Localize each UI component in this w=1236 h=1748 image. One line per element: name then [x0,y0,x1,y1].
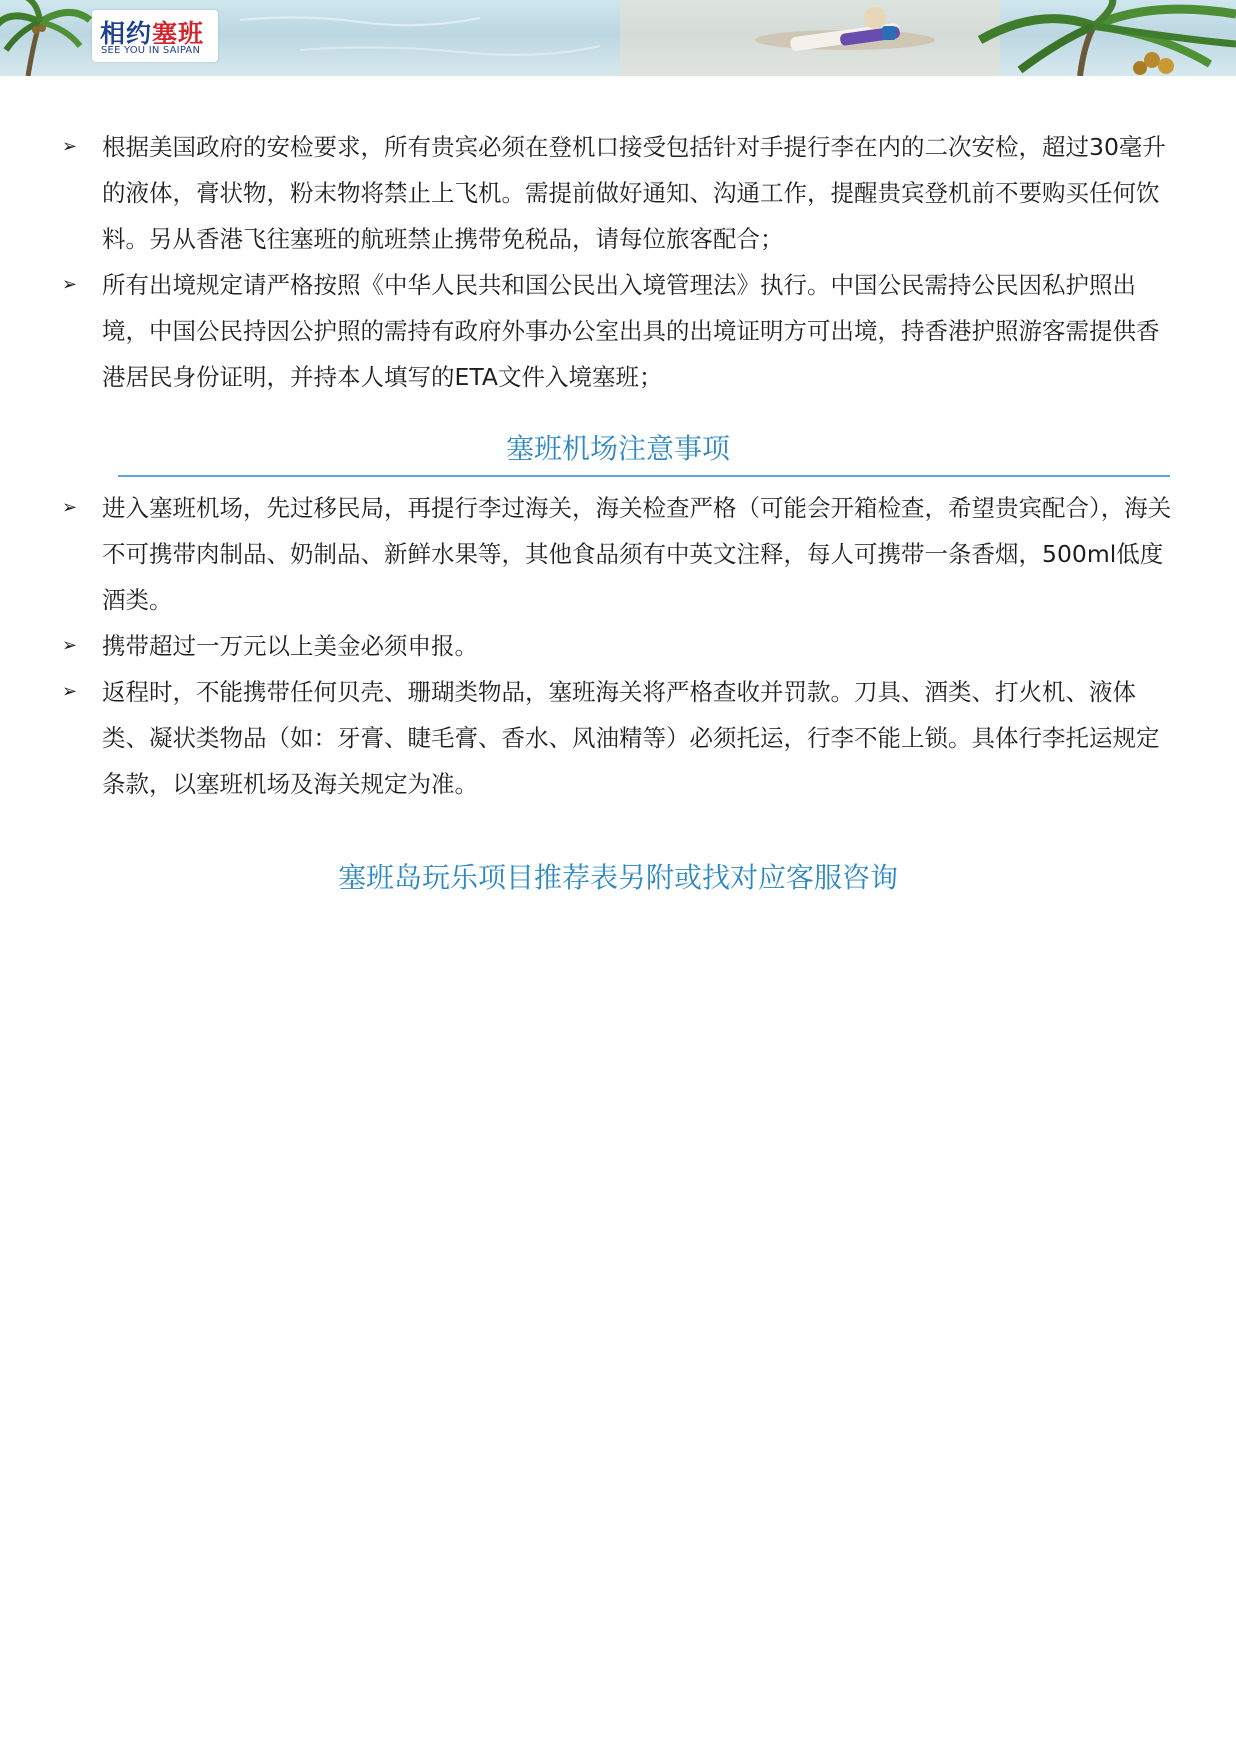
list-item [62,262,1182,400]
general-rules-list [62,124,1182,400]
airport-rules-list [62,485,1182,807]
list-item [62,124,1182,262]
section-title-airport: 塞班机场注意事项 [505,432,730,465]
list-item-text: 携带超过一万元以上美金必须申报。 [102,632,478,660]
logo-title-part2: 塞班 [152,19,205,48]
arrow-bullet-icon: ➢ [62,681,78,702]
section-divider [118,475,1170,477]
list-item-text: 根据美国政府的安检要求，所有贵宾必须在登机口接受包括针对手提行李在内的二次安检，超过30毫升的液体，膏状物，粉末物将禁止上飞机。需提前做好通知、沟通工作，提醒贵宾登机前不要购买任何饮料。另从香港飞往塞班的航班禁止携带免税品，请每位旅客配合； [102,133,1166,253]
logo-subtitle: SEE YOU IN SAIPAN [101,45,201,56]
list-item [62,623,1182,669]
arrow-bullet-icon: ➢ [62,635,78,656]
header-banner [0,0,1236,76]
arrow-bullet-icon: ➢ [62,497,78,518]
site-logo [92,10,218,62]
arrow-bullet-icon: ➢ [62,274,78,295]
list-item-text: 返程时，不能携带任何贝壳、珊瑚类物品，塞班海关将严格查收并罚款。刀具、酒类、打火机、液体类、凝状类物品（如：牙膏、睫毛膏、香水、风油精等）必须托运，行李不能上锁。具体行李托运规定条款，以塞班机场及海关规定为准。 [102,678,1160,798]
arrow-bullet-icon: ➢ [62,136,78,157]
list-item-text: 所有出境规定请严格按照《中华人民共和国公民出入境管理法》执行。中国公民需持公民因私护照出境，中国公民持因公护照的需持有政府外事办公室出具的出境证明方可出境，持香港护照游客需提供香港居民身份证明，并持本人填写的ETA文件入境塞班； [102,271,1160,391]
list-item-text: 进入塞班机场，先过移民局，再提行李过海关，海关检查严格（可能会开箱检查，希望贵宾配合），海关不可携带肉制品、奶制品、新鲜水果等，其他食品须有中英文注释，每人可携带一条香烟，500ml低度酒类。 [102,494,1172,614]
palm-tree-icon [980,0,1236,76]
recommendation-note: 塞班岛玩乐项目推荐表另附或找对应客服咨询 [337,861,898,894]
logo-title-part1: 相约 [100,19,153,48]
palm-tree-icon [0,0,90,76]
list-item [62,669,1182,807]
list-item [62,485,1182,623]
